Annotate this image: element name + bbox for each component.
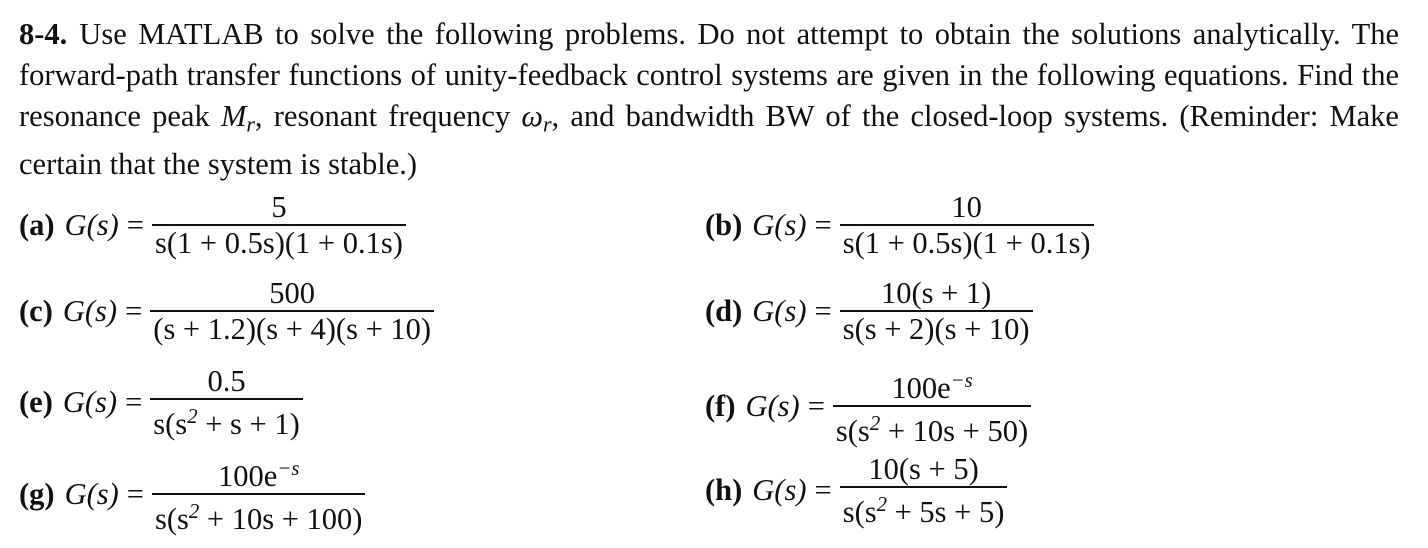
denominator: s(1 + 0.5s)(1 + 0.1s) xyxy=(840,224,1094,260)
equation-label: (f) xyxy=(705,388,736,423)
fraction xyxy=(840,276,1033,346)
equals-sign: = xyxy=(126,207,144,242)
equation-b xyxy=(705,190,1094,260)
equals-sign: = xyxy=(814,473,832,508)
denominator-part: + 5s + 5) xyxy=(886,495,1005,530)
equation-h xyxy=(705,452,1007,529)
equals-sign: = xyxy=(807,388,825,423)
fraction xyxy=(150,276,434,346)
numerator: 0.5 xyxy=(207,364,246,398)
denominator xyxy=(840,486,1008,529)
equation-label: (b) xyxy=(705,207,743,242)
problem-text-3: , and bandwidth BW of the closed-loop systems. (Reminder: Make certain that the system is stable.) xyxy=(19,99,1399,182)
equation-lhs: G(s) xyxy=(62,385,118,420)
denominator: s(s + 2)(s + 10) xyxy=(840,310,1033,346)
denominator-part: s(s xyxy=(153,407,188,442)
exponent: 2 xyxy=(187,406,198,428)
equation-lhs: G(s) xyxy=(752,293,807,328)
equation-lhs: G(s) xyxy=(64,207,119,242)
denominator xyxy=(152,493,365,536)
equation-lhs: G(s) xyxy=(752,207,807,242)
numerator: 500 xyxy=(269,276,316,310)
equation-label: (d) xyxy=(705,293,743,328)
equation-label: (a) xyxy=(19,207,55,242)
problem-text-2: , resonant frequency xyxy=(254,99,522,133)
denominator-part: + 10s + 50) xyxy=(880,414,1029,449)
fraction xyxy=(840,452,1008,529)
numerator: 10(s + 1) xyxy=(880,276,992,310)
denominator-part: s(s xyxy=(155,502,189,537)
equation-g xyxy=(19,452,365,536)
equals-sign: = xyxy=(814,207,832,242)
equation-f xyxy=(705,364,1031,448)
exponent: 2 xyxy=(869,413,881,436)
equation-lhs: G(s) xyxy=(745,388,800,423)
numerator: 10 xyxy=(951,190,982,224)
denominator-part: + s + 1) xyxy=(197,407,300,442)
fraction xyxy=(840,190,1094,260)
exponent: 2 xyxy=(188,501,200,524)
equation-label: (h) xyxy=(705,473,743,508)
equation-label: (e) xyxy=(19,385,53,420)
numerator xyxy=(152,452,365,493)
equals-sign: = xyxy=(126,476,144,511)
denominator-part: + 10s + 100) xyxy=(199,502,363,537)
fraction xyxy=(150,364,302,441)
equals-sign: = xyxy=(125,385,143,420)
denominator xyxy=(150,398,302,441)
problem-statement xyxy=(19,14,1399,185)
numerator xyxy=(833,364,1031,405)
equation-a xyxy=(19,190,406,260)
numerator-part: 100e xyxy=(891,371,951,406)
numerator: 5 xyxy=(271,190,287,224)
exponent: −s xyxy=(277,458,300,480)
resonance-peak-subscript: r xyxy=(246,111,255,137)
denominator-part: s(s xyxy=(835,414,870,449)
fraction xyxy=(152,452,365,536)
exponent: 2 xyxy=(876,494,887,516)
equals-sign: = xyxy=(814,293,832,328)
denominator-part: s(s xyxy=(842,495,877,530)
equation-label: (g) xyxy=(19,476,55,511)
resonant-frequency-symbol: ω xyxy=(521,99,543,133)
resonant-frequency-subscript: r xyxy=(542,111,552,137)
denominator xyxy=(833,405,1031,448)
equation-d xyxy=(705,276,1033,346)
numerator: 10(s + 5) xyxy=(868,452,979,486)
resonance-peak-symbol: M xyxy=(220,99,247,133)
equation-lhs: G(s) xyxy=(752,473,807,508)
fraction xyxy=(833,364,1031,448)
problem-number: 8-4. xyxy=(19,17,68,51)
exponent: −s xyxy=(950,370,973,392)
equation-label: (c) xyxy=(19,293,53,328)
fraction xyxy=(152,190,406,260)
denominator: (s + 1.2)(s + 4)(s + 10) xyxy=(150,310,434,346)
equals-sign: = xyxy=(125,293,143,328)
equation-e xyxy=(19,364,303,441)
denominator: s(1 + 0.5s)(1 + 0.1s) xyxy=(152,224,406,260)
problem-text-1: Use MATLAB to solve the following problems. Do not attempt to obtain the solutions analytically. The forward-path transfer functions of unity-feedback control systems are given in the following equations. Find the resonance peak xyxy=(19,17,1399,133)
equation-lhs: G(s) xyxy=(64,476,119,511)
equation-c xyxy=(19,276,434,346)
numerator-part: 100e xyxy=(218,459,278,494)
equation-lhs: G(s) xyxy=(62,293,118,328)
